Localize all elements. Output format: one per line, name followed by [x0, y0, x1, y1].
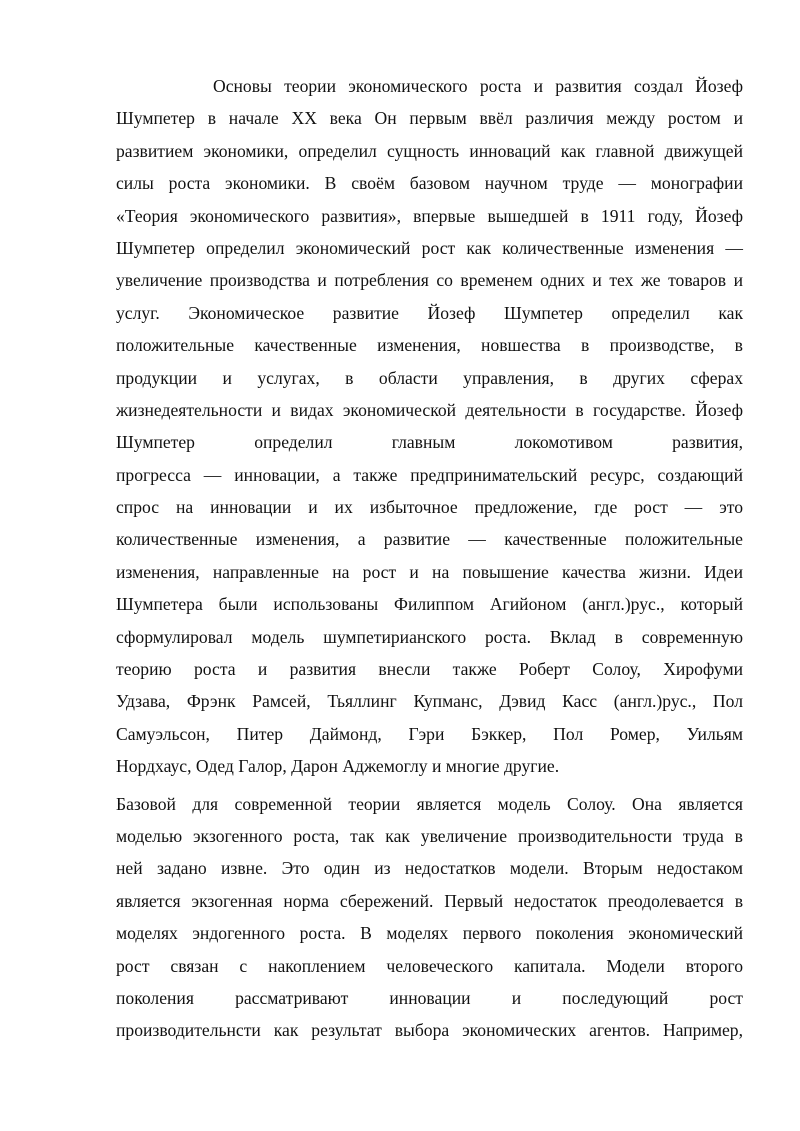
text-line: производительнсти как результат выбора экономических агентов. Например, — [116, 1020, 743, 1041]
text-line: Шумпетер в начале XX века Он первым ввёл различия между ростом и — [116, 108, 743, 129]
text-line: Шумпетера были использованы Филиппом Агийоном (англ.)рус., который — [116, 594, 743, 615]
text-line: теорию роста и развития внесли также Роберт Солоу, Хирофуми — [116, 659, 743, 680]
text-line: ней задано извне. Это один из недостатков модели. Вторым недостаком — [116, 858, 743, 879]
paragraph-solow-model — [116, 788, 743, 1047]
text-line: Нордхаус, Одед Галор, Дарон Аджемоглу и многие другие. — [116, 756, 560, 777]
document-page — [116, 70, 743, 1047]
text-line: спрос на инновации и их избыточное предложение, где рост — это — [116, 497, 743, 518]
text-line: «Теория экономического развития», впервые вышедшей в 1911 году, Йозеф — [116, 205, 743, 226]
text-line: прогресса — инновации, а также предпринимательский ресурс, создающий — [116, 464, 743, 485]
text-line: положительные качественные изменения, новшества в производстве, в — [116, 335, 743, 356]
text-line: Самуэльсон, Питер Даймонд, Гэри Бэккер, Пол Ромер, Уильям — [116, 723, 743, 744]
text-line: силы роста экономики. В своём базовом научном труде — монографии — [116, 173, 743, 194]
text-line: Базовой для современной теории является модель Солоу. Она является — [116, 793, 743, 814]
text-line: увеличение производства и потребления со временем одних и тех же товаров и — [116, 270, 743, 291]
text-line: рост связан с накоплением человеческого капитала. Модели второго — [116, 955, 743, 976]
text-line: Шумпетер определил экономический рост как количественные изменения — — [116, 237, 743, 258]
text-line: является экзогенная норма сбережений. Первый недостаток преодолевается в — [116, 890, 743, 911]
text-line: развитием экономики, определил сущность инноваций как главной движущей — [116, 140, 743, 161]
text-line: сформулировал модель шумпетирианского роста. Вклад в современную — [116, 626, 743, 647]
text-line: поколения рассматривают инновации и последующий рост — [116, 987, 743, 1008]
text-line: жизнедеятельности и видах экономической деятельности в государстве. Йозеф — [116, 399, 743, 420]
text-line: моделях эндогенного роста. В моделях первого поколения экономический — [116, 923, 743, 944]
text-line: продукции и услугах, в области управления, в других сферах — [116, 367, 743, 388]
text-line: Основы теории экономического роста и развития создал Йозеф — [213, 76, 743, 96]
text-line: изменения, направленные на рост и на повышение качества жизни. Идеи — [116, 561, 743, 582]
text-line: количественные изменения, а развитие — качественные положительные — [116, 529, 743, 550]
paragraph-schumpeter — [116, 70, 743, 783]
text-line: услуг. Экономическое развитие Йозеф Шумпетер определил как — [116, 302, 743, 323]
text-line: моделью экзогенного роста, так как увеличение производительности труда в — [116, 825, 743, 846]
text-line: Удзава, Фрэнк Рамсей, Тьяллинг Купманс, Дэвид Касс (англ.)рус., Пол — [116, 691, 743, 712]
text-line: Шумпетер определил главным локомотивом развития, — [116, 432, 743, 453]
